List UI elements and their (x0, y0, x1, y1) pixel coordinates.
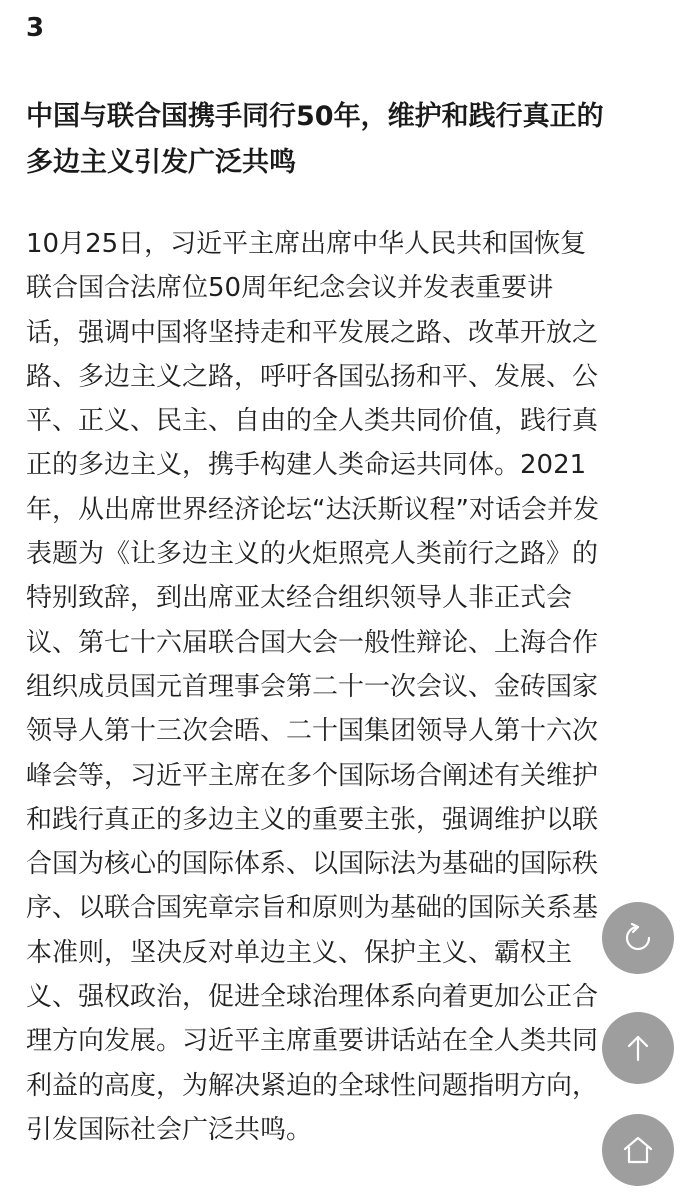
section-number: 3 (26, 13, 45, 43)
body-line: 话，强调中国将坚持走和平发展之路、改革开放之 (26, 317, 599, 348)
body-line: 年，从出席世界经济论坛“达沃斯议程”对话会并发 (26, 494, 599, 525)
refresh-icon (621, 921, 655, 955)
body-line: 引发国际社会广泛共鸣。 (26, 1114, 313, 1145)
body-line: 表题为《让多边主义的火炬照亮人类前行之路》的 (26, 539, 599, 570)
body-line: 义、强权政治，促进全球治理体系向着更加公正合 (26, 982, 599, 1013)
article-title-line: 多边主义引发广泛共鸣 (26, 147, 296, 178)
back-to-top-button[interactable] (602, 1012, 674, 1084)
body-line: 理方向发展。习近平主席重要讲话站在全人类共同 (26, 1026, 599, 1057)
body-line: 议、第七十六届联合国大会一般性辩论、上海合作 (26, 627, 599, 658)
arrow-up-icon (621, 1031, 655, 1065)
body-line: 合国为核心的国际体系、以国际法为基础的国际秩 (26, 849, 599, 880)
body-line: 10月25日，习近平主席出席中华人民共和国恢复 (26, 229, 587, 259)
article-body (26, 222, 676, 1152)
body-line: 序、以联合国宪章宗旨和原则为基础的国际关系基 (26, 893, 599, 924)
body-line: 峰会等，习近平主席在多个国际场合阐述有关维护 (26, 760, 599, 791)
body-line: 联合国合法席位50周年纪念会议并发表重要讲 (26, 273, 554, 304)
home-button[interactable] (602, 1114, 674, 1186)
body-line: 本准则，坚决反对单边主义、保护主义、霸权主 (26, 937, 573, 968)
body-line: 正的多边主义，携手构建人类命运共同体。2021 (26, 450, 587, 481)
body-line: 组织成员国元首理事会第二十一次会议、金砖国家 (26, 671, 599, 702)
body-line: 特别致辞，到出席亚太经合组织领导人非正式会 (26, 583, 573, 614)
body-line: 平、正义、民主、自由的全人类共同价值，践行真 (26, 406, 599, 437)
article-title-line: 中国与联合国携手同行50年，维护和践行真正的 (26, 101, 604, 132)
article-title (26, 94, 676, 186)
body-line: 领导人第十三次会晤、二十国集团领导人第十六次 (26, 716, 599, 747)
body-line: 路、多边主义之路，呼吁各国弘扬和平、发展、公 (26, 361, 599, 392)
home-icon (620, 1132, 656, 1168)
body-line: 利益的高度，为解决紧迫的全球性问题指明方向， (26, 1070, 599, 1101)
refresh-button[interactable] (602, 902, 674, 974)
body-line: 和践行真正的多边主义的重要主张，强调维护以联 (26, 804, 599, 835)
